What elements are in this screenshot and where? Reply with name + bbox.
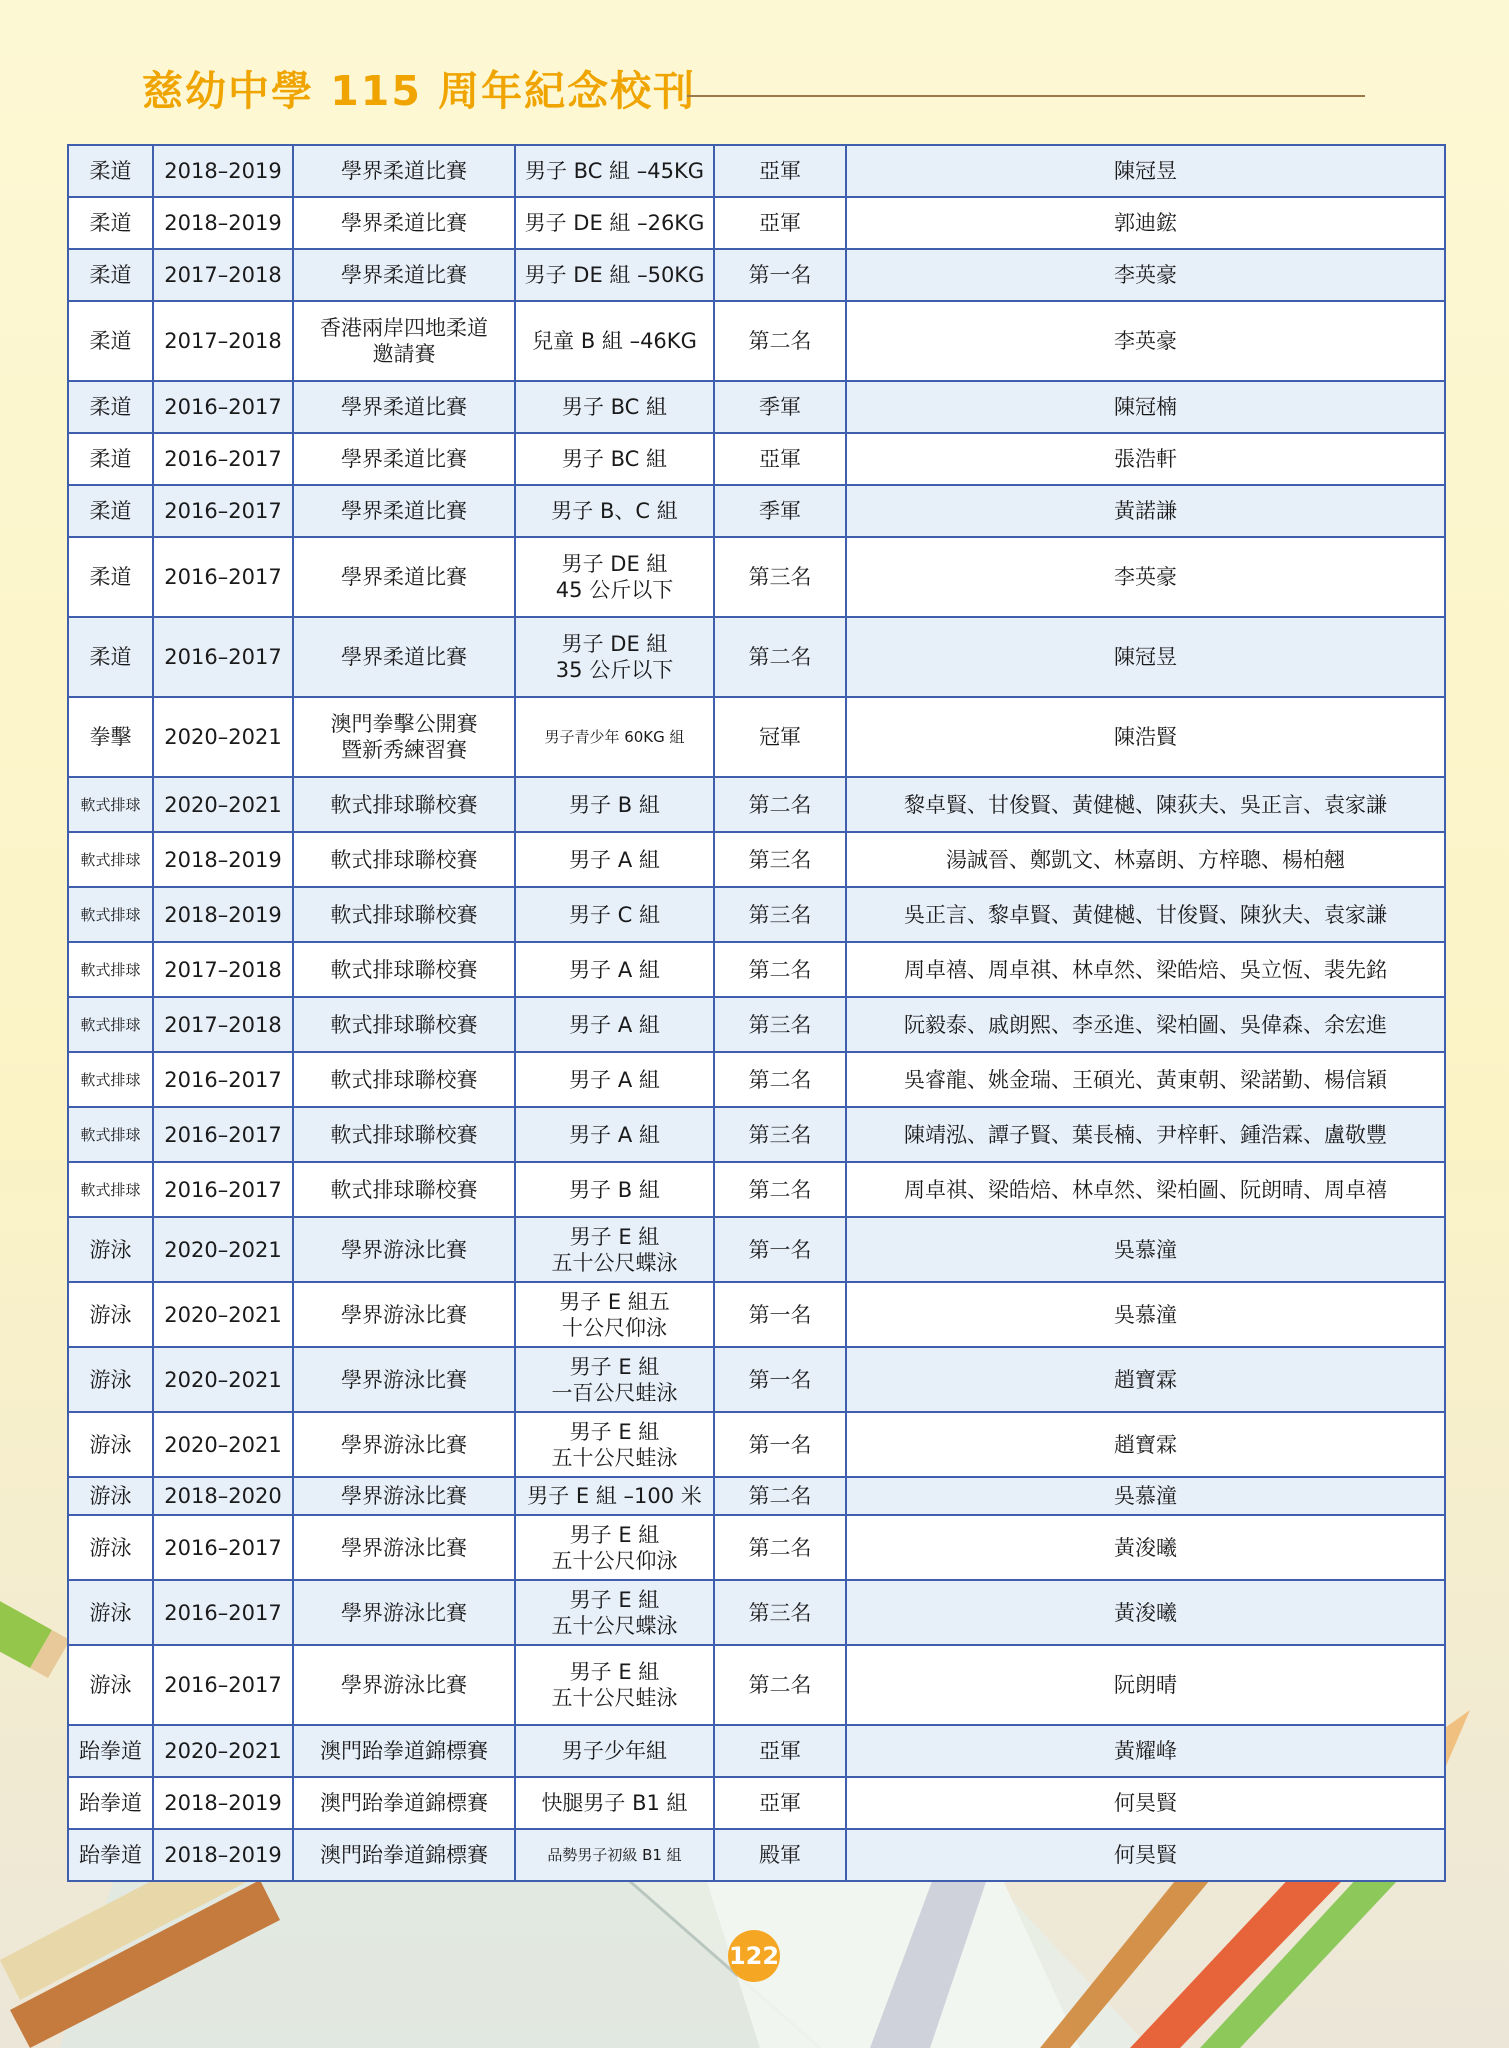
result-cell: 第一名 — [714, 1347, 846, 1412]
category-cell: 男子 A 組 — [515, 997, 714, 1052]
category-cell: 兒童 B 組 –46KG — [515, 301, 714, 381]
category-cell: 男子 DE 組 –50KG — [515, 249, 714, 301]
table-row — [68, 1217, 1445, 1282]
sport-cell: 柔道 — [68, 301, 153, 381]
table-row — [68, 1052, 1445, 1107]
athletes-cell: 趙寶霖 — [846, 1412, 1445, 1477]
table-row — [68, 381, 1445, 433]
sport-cell: 跆拳道 — [68, 1725, 153, 1777]
year-cell: 2017–2018 — [153, 997, 293, 1052]
competition-cell: 學界游泳比賽 — [293, 1580, 515, 1645]
table-row — [68, 197, 1445, 249]
table-row — [68, 1829, 1445, 1881]
sport-cell: 柔道 — [68, 485, 153, 537]
category-cell: 男子 E 組 一百公尺蛙泳 — [515, 1347, 714, 1412]
year-cell: 2020–2021 — [153, 1282, 293, 1347]
athletes-cell: 黎卓賢、甘俊賢、黃健樾、陳荻夫、吳正言、袁家謙 — [846, 777, 1445, 832]
athletes-cell: 湯誠晉、鄭凱文、林嘉朗、方梓聰、楊柏翹 — [846, 832, 1445, 887]
category-cell: 男子 BC 組 — [515, 381, 714, 433]
competition-cell: 學界柔道比賽 — [293, 433, 515, 485]
table-row — [68, 1515, 1445, 1580]
sport-cell: 游泳 — [68, 1477, 153, 1515]
category-cell: 男子 B 組 — [515, 1162, 714, 1217]
category-cell: 男子 E 組五 十公尺仰泳 — [515, 1282, 714, 1347]
header-divider — [687, 95, 1365, 97]
result-cell: 冠軍 — [714, 697, 846, 777]
year-cell: 2016–2017 — [153, 485, 293, 537]
athletes-cell: 吳慕潼 — [846, 1217, 1445, 1282]
result-cell: 第三名 — [714, 832, 846, 887]
sport-cell: 軟式排球 — [68, 832, 153, 887]
athletes-cell: 周卓禧、周卓祺、林卓然、梁皓焙、吳立恆、裴先銘 — [846, 942, 1445, 997]
athletes-cell: 吳正言、黎卓賢、黃健樾、甘俊賢、陳狄夫、袁家謙 — [846, 887, 1445, 942]
category-cell: 男子 A 組 — [515, 1052, 714, 1107]
table-row — [68, 777, 1445, 832]
table-row — [68, 1645, 1445, 1725]
page-header — [0, 0, 1509, 140]
table-row — [68, 832, 1445, 887]
competition-cell: 軟式排球聯校賽 — [293, 997, 515, 1052]
category-cell: 男子 E 組 五十公尺蝶泳 — [515, 1217, 714, 1282]
sport-cell: 游泳 — [68, 1645, 153, 1725]
athletes-cell: 何昊賢 — [846, 1777, 1445, 1829]
year-cell: 2020–2021 — [153, 1725, 293, 1777]
athletes-cell: 李英豪 — [846, 249, 1445, 301]
table-row — [68, 537, 1445, 617]
table-row — [68, 697, 1445, 777]
athletes-cell: 阮朗晴 — [846, 1645, 1445, 1725]
competition-cell: 學界柔道比賽 — [293, 249, 515, 301]
category-cell: 男子 B 組 — [515, 777, 714, 832]
category-cell: 男子 DE 組 –26KG — [515, 197, 714, 249]
sport-cell: 柔道 — [68, 145, 153, 197]
competition-cell: 學界游泳比賽 — [293, 1645, 515, 1725]
awards-table — [67, 144, 1446, 1882]
year-cell: 2017–2018 — [153, 942, 293, 997]
category-cell: 男子 BC 組 — [515, 433, 714, 485]
result-cell: 第一名 — [714, 1282, 846, 1347]
competition-cell: 軟式排球聯校賽 — [293, 1162, 515, 1217]
athletes-cell: 周卓祺、梁皓焙、林卓然、梁柏圖、阮朗晴、周卓禧 — [846, 1162, 1445, 1217]
athletes-cell: 吳慕潼 — [846, 1477, 1445, 1515]
competition-cell: 學界游泳比賽 — [293, 1347, 515, 1412]
sport-cell: 軟式排球 — [68, 777, 153, 832]
sport-cell: 柔道 — [68, 433, 153, 485]
year-cell: 2020–2021 — [153, 1217, 293, 1282]
year-cell: 2016–2017 — [153, 433, 293, 485]
competition-cell: 學界柔道比賽 — [293, 381, 515, 433]
result-cell: 亞軍 — [714, 197, 846, 249]
result-cell: 季軍 — [714, 381, 846, 433]
year-cell: 2016–2017 — [153, 1052, 293, 1107]
sport-cell: 柔道 — [68, 617, 153, 697]
table-row — [68, 1282, 1445, 1347]
competition-cell: 香港兩岸四地柔道 邀請賽 — [293, 301, 515, 381]
competition-cell: 澳門跆拳道錦標賽 — [293, 1725, 515, 1777]
category-cell: 男子 E 組 五十公尺仰泳 — [515, 1515, 714, 1580]
athletes-cell: 黃諾謙 — [846, 485, 1445, 537]
category-cell: 男子青少年 60KG 組 — [515, 697, 714, 777]
result-cell: 第三名 — [714, 887, 846, 942]
category-cell: 男子 BC 組 –45KG — [515, 145, 714, 197]
year-cell: 2017–2018 — [153, 249, 293, 301]
athletes-cell: 陳冠昱 — [846, 617, 1445, 697]
category-cell: 男子 E 組 –100 米 — [515, 1477, 714, 1515]
sport-cell: 柔道 — [68, 197, 153, 249]
result-cell: 殿軍 — [714, 1829, 846, 1881]
table-row — [68, 433, 1445, 485]
awards-table-body — [68, 145, 1445, 1881]
category-cell: 快腿男子 B1 組 — [515, 1777, 714, 1829]
year-cell: 2020–2021 — [153, 697, 293, 777]
competition-cell: 學界柔道比賽 — [293, 537, 515, 617]
year-cell: 2016–2017 — [153, 1162, 293, 1217]
competition-cell: 軟式排球聯校賽 — [293, 832, 515, 887]
awards-table-container — [67, 144, 1444, 1882]
table-row — [68, 1725, 1445, 1777]
table-row — [68, 249, 1445, 301]
competition-cell: 軟式排球聯校賽 — [293, 942, 515, 997]
competition-cell: 澳門拳擊公開賽 暨新秀練習賽 — [293, 697, 515, 777]
sport-cell: 柔道 — [68, 381, 153, 433]
athletes-cell: 李英豪 — [846, 301, 1445, 381]
result-cell: 第一名 — [714, 1412, 846, 1477]
competition-cell: 軟式排球聯校賽 — [293, 777, 515, 832]
sport-cell: 軟式排球 — [68, 997, 153, 1052]
year-cell: 2020–2021 — [153, 1412, 293, 1477]
table-row — [68, 485, 1445, 537]
athletes-cell: 何昊賢 — [846, 1829, 1445, 1881]
athletes-cell: 阮毅泰、戚朗熙、李丞進、梁柏圖、吳偉森、余宏進 — [846, 997, 1445, 1052]
table-row — [68, 145, 1445, 197]
page-number-badge: 122 — [728, 1930, 780, 1982]
competition-cell: 澳門跆拳道錦標賽 — [293, 1777, 515, 1829]
sport-cell: 軟式排球 — [68, 1052, 153, 1107]
result-cell: 第一名 — [714, 249, 846, 301]
result-cell: 第三名 — [714, 1580, 846, 1645]
competition-cell: 學界游泳比賽 — [293, 1282, 515, 1347]
sport-cell: 軟式排球 — [68, 1107, 153, 1162]
result-cell: 第三名 — [714, 537, 846, 617]
result-cell: 第二名 — [714, 1477, 846, 1515]
table-row — [68, 1777, 1445, 1829]
year-cell: 2020–2021 — [153, 1347, 293, 1412]
competition-cell: 學界柔道比賽 — [293, 485, 515, 537]
sport-cell: 游泳 — [68, 1347, 153, 1412]
year-cell: 2016–2017 — [153, 617, 293, 697]
pencil-illustration-left — [0, 1590, 70, 1678]
result-cell: 第二名 — [714, 301, 846, 381]
year-cell: 2016–2017 — [153, 381, 293, 433]
category-cell: 男子 A 組 — [515, 832, 714, 887]
competition-cell: 澳門跆拳道錦標賽 — [293, 1829, 515, 1881]
year-cell: 2018–2019 — [153, 887, 293, 942]
table-row — [68, 1162, 1445, 1217]
table-row — [68, 301, 1445, 381]
result-cell: 第二名 — [714, 1645, 846, 1725]
athletes-cell: 黃耀峰 — [846, 1725, 1445, 1777]
table-row — [68, 1347, 1445, 1412]
athletes-cell: 陳浩賢 — [846, 697, 1445, 777]
result-cell: 亞軍 — [714, 433, 846, 485]
table-row — [68, 1107, 1445, 1162]
athletes-cell: 吳慕潼 — [846, 1282, 1445, 1347]
table-row — [68, 997, 1445, 1052]
competition-cell: 學界游泳比賽 — [293, 1477, 515, 1515]
result-cell: 第二名 — [714, 1162, 846, 1217]
competition-cell: 學界柔道比賽 — [293, 197, 515, 249]
category-cell: 男子 DE 組 35 公斤以下 — [515, 617, 714, 697]
competition-cell: 軟式排球聯校賽 — [293, 1052, 515, 1107]
table-row — [68, 1477, 1445, 1515]
athletes-cell: 陳靖泓、譚子賢、葉長楠、尹梓軒、鍾浩霖、盧敬豐 — [846, 1107, 1445, 1162]
result-cell: 第三名 — [714, 1107, 846, 1162]
result-cell: 亞軍 — [714, 1725, 846, 1777]
year-cell: 2018–2019 — [153, 145, 293, 197]
category-cell: 男子少年組 — [515, 1725, 714, 1777]
result-cell: 第三名 — [714, 997, 846, 1052]
competition-cell: 學界柔道比賽 — [293, 145, 515, 197]
publication-title: 慈幼中學 115 周年紀念校刊 — [142, 67, 697, 115]
athletes-cell: 郭迪鋐 — [846, 197, 1445, 249]
result-cell: 第二名 — [714, 1052, 846, 1107]
year-cell: 2016–2017 — [153, 1580, 293, 1645]
competition-cell: 學界游泳比賽 — [293, 1515, 515, 1580]
year-cell: 2018–2019 — [153, 832, 293, 887]
athletes-cell: 趙寶霖 — [846, 1347, 1445, 1412]
sport-cell: 游泳 — [68, 1412, 153, 1477]
year-cell: 2016–2017 — [153, 537, 293, 617]
result-cell: 第二名 — [714, 777, 846, 832]
year-cell: 2018–2019 — [153, 1829, 293, 1881]
sport-cell: 游泳 — [68, 1282, 153, 1347]
category-cell: 男子 DE 組 45 公斤以下 — [515, 537, 714, 617]
year-cell: 2016–2017 — [153, 1515, 293, 1580]
year-cell: 2016–2017 — [153, 1645, 293, 1725]
sport-cell: 游泳 — [68, 1515, 153, 1580]
table-row — [68, 887, 1445, 942]
year-cell: 2020–2021 — [153, 777, 293, 832]
table-row — [68, 942, 1445, 997]
result-cell: 季軍 — [714, 485, 846, 537]
category-cell: 男子 A 組 — [515, 942, 714, 997]
sport-cell: 軟式排球 — [68, 887, 153, 942]
table-row — [68, 617, 1445, 697]
competition-cell: 學界游泳比賽 — [293, 1412, 515, 1477]
sport-cell: 柔道 — [68, 249, 153, 301]
year-cell: 2017–2018 — [153, 301, 293, 381]
sport-cell: 軟式排球 — [68, 942, 153, 997]
result-cell: 亞軍 — [714, 1777, 846, 1829]
table-row — [68, 1580, 1445, 1645]
sport-cell: 跆拳道 — [68, 1829, 153, 1881]
category-cell: 男子 E 組 五十公尺蝶泳 — [515, 1580, 714, 1645]
athletes-cell: 陳冠昱 — [846, 145, 1445, 197]
athletes-cell: 陳冠楠 — [846, 381, 1445, 433]
year-cell: 2016–2017 — [153, 1107, 293, 1162]
year-cell: 2018–2020 — [153, 1477, 293, 1515]
competition-cell: 軟式排球聯校賽 — [293, 887, 515, 942]
category-cell: 男子 B、C 組 — [515, 485, 714, 537]
category-cell: 男子 A 組 — [515, 1107, 714, 1162]
category-cell: 男子 E 組 五十公尺蛙泳 — [515, 1412, 714, 1477]
athletes-cell: 李英豪 — [846, 537, 1445, 617]
table-row — [68, 1412, 1445, 1477]
year-cell: 2018–2019 — [153, 197, 293, 249]
athletes-cell: 黃浚曦 — [846, 1580, 1445, 1645]
category-cell: 男子 C 組 — [515, 887, 714, 942]
sport-cell: 柔道 — [68, 537, 153, 617]
sport-cell: 游泳 — [68, 1217, 153, 1282]
sport-cell: 跆拳道 — [68, 1777, 153, 1829]
sport-cell: 游泳 — [68, 1580, 153, 1645]
category-cell: 品勢男子初級 B1 組 — [515, 1829, 714, 1881]
athletes-cell: 張浩軒 — [846, 433, 1445, 485]
athletes-cell: 吳睿龍、姚金瑞、王碩光、黃東朝、梁諾勤、楊信穎 — [846, 1052, 1445, 1107]
result-cell: 第二名 — [714, 617, 846, 697]
category-cell: 男子 E 組 五十公尺蛙泳 — [515, 1645, 714, 1725]
result-cell: 第二名 — [714, 1515, 846, 1580]
competition-cell: 軟式排球聯校賽 — [293, 1107, 515, 1162]
sport-cell: 拳擊 — [68, 697, 153, 777]
result-cell: 第一名 — [714, 1217, 846, 1282]
competition-cell: 學界柔道比賽 — [293, 617, 515, 697]
year-cell: 2018–2019 — [153, 1777, 293, 1829]
competition-cell: 學界游泳比賽 — [293, 1217, 515, 1282]
result-cell: 亞軍 — [714, 145, 846, 197]
result-cell: 第二名 — [714, 942, 846, 997]
sport-cell: 軟式排球 — [68, 1162, 153, 1217]
athletes-cell: 黃浚曦 — [846, 1515, 1445, 1580]
